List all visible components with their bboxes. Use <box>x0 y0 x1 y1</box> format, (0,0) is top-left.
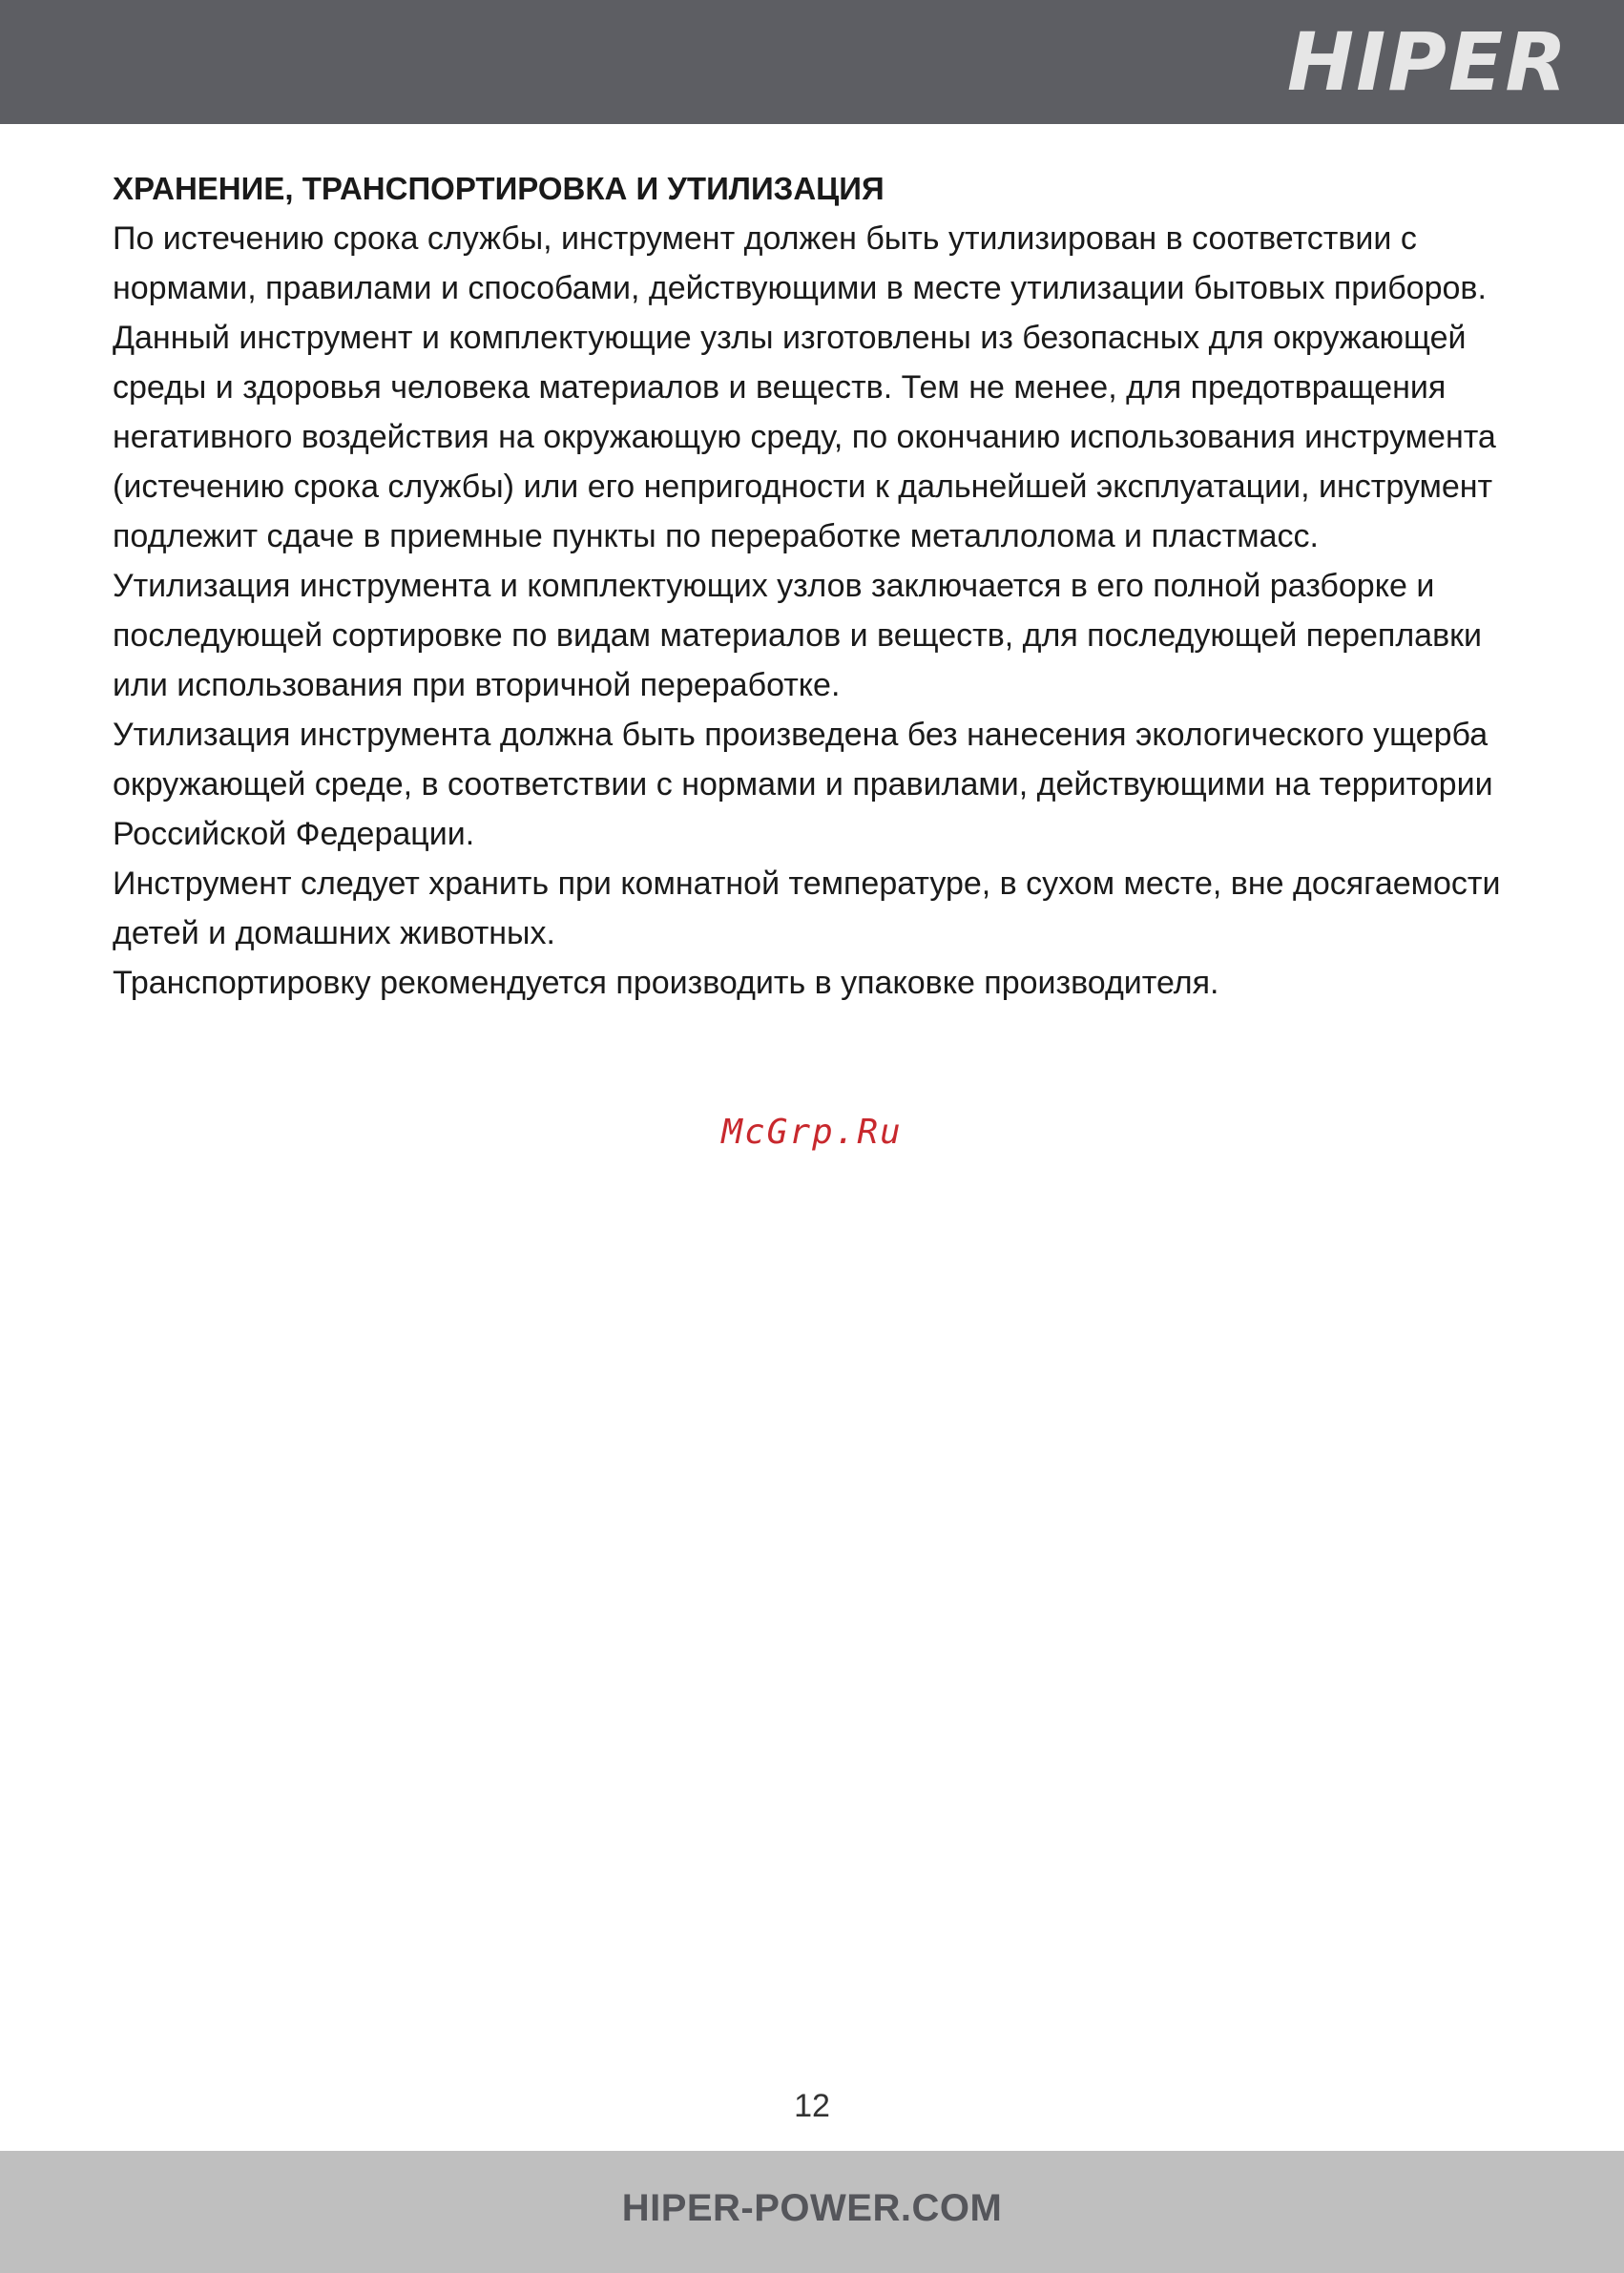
paragraph-disassembly: Утилизация инструмента и комплектующих узлов заключается в его полной разборке и последующей сортировке по видам материалов и веществ, для последующей переплавки или использования при вторичной переработке. <box>113 568 1483 703</box>
page-footer <box>0 2151 1624 2273</box>
paragraph-disposal-end-of-life: По истечению срока службы, инструмент должен быть утилизирован в соответствии с нормами, правилами и способами, действующими в месте утилизации бытовых приборов. <box>113 220 1487 306</box>
section-title: ХРАНЕНИЕ, ТРАНСПОРТИРОВКА И УТИЛИЗАЦИЯ <box>113 171 885 206</box>
footer-website: HIPER-POWER.COM <box>621 2187 1003 2229</box>
page-number: 12 <box>794 2088 830 2124</box>
paragraph-ecological-disposal: Утилизация инструмента должна быть произведена без нанесения экологического ущерба окружающей среде, в соответствии с нормами и правилами, действующими на территории Российской Федерации. <box>113 717 1493 852</box>
paragraph-transportation: Транспортировку рекомендуется производить в упаковке производителя. <box>113 965 1219 1001</box>
paragraph-storage: Инструмент следует хранить при комнатной температуре, в сухом месте, вне досягаемости детей и домашних животных. <box>113 865 1501 951</box>
watermark: McGrp.Ru <box>721 1113 903 1152</box>
paragraph-safe-materials: Данный инструмент и комплектующие узлы изготовлены из безопасных для окружающей среды и здоровья человека материалов и веществ. Тем не менее, для предотвращения негативного воздействия на окружающую среду, по окончанию использования инструмента (истечению срока службы) или его непригодности к дальнейшей эксплуатации, инструмент подлежит сдаче в приемные пункты по переработке металлолома и пластмасс. <box>113 320 1496 554</box>
page-header <box>0 0 1624 124</box>
hiper-logo: HIPER <box>1286 15 1569 109</box>
section-content <box>113 164 1525 1008</box>
